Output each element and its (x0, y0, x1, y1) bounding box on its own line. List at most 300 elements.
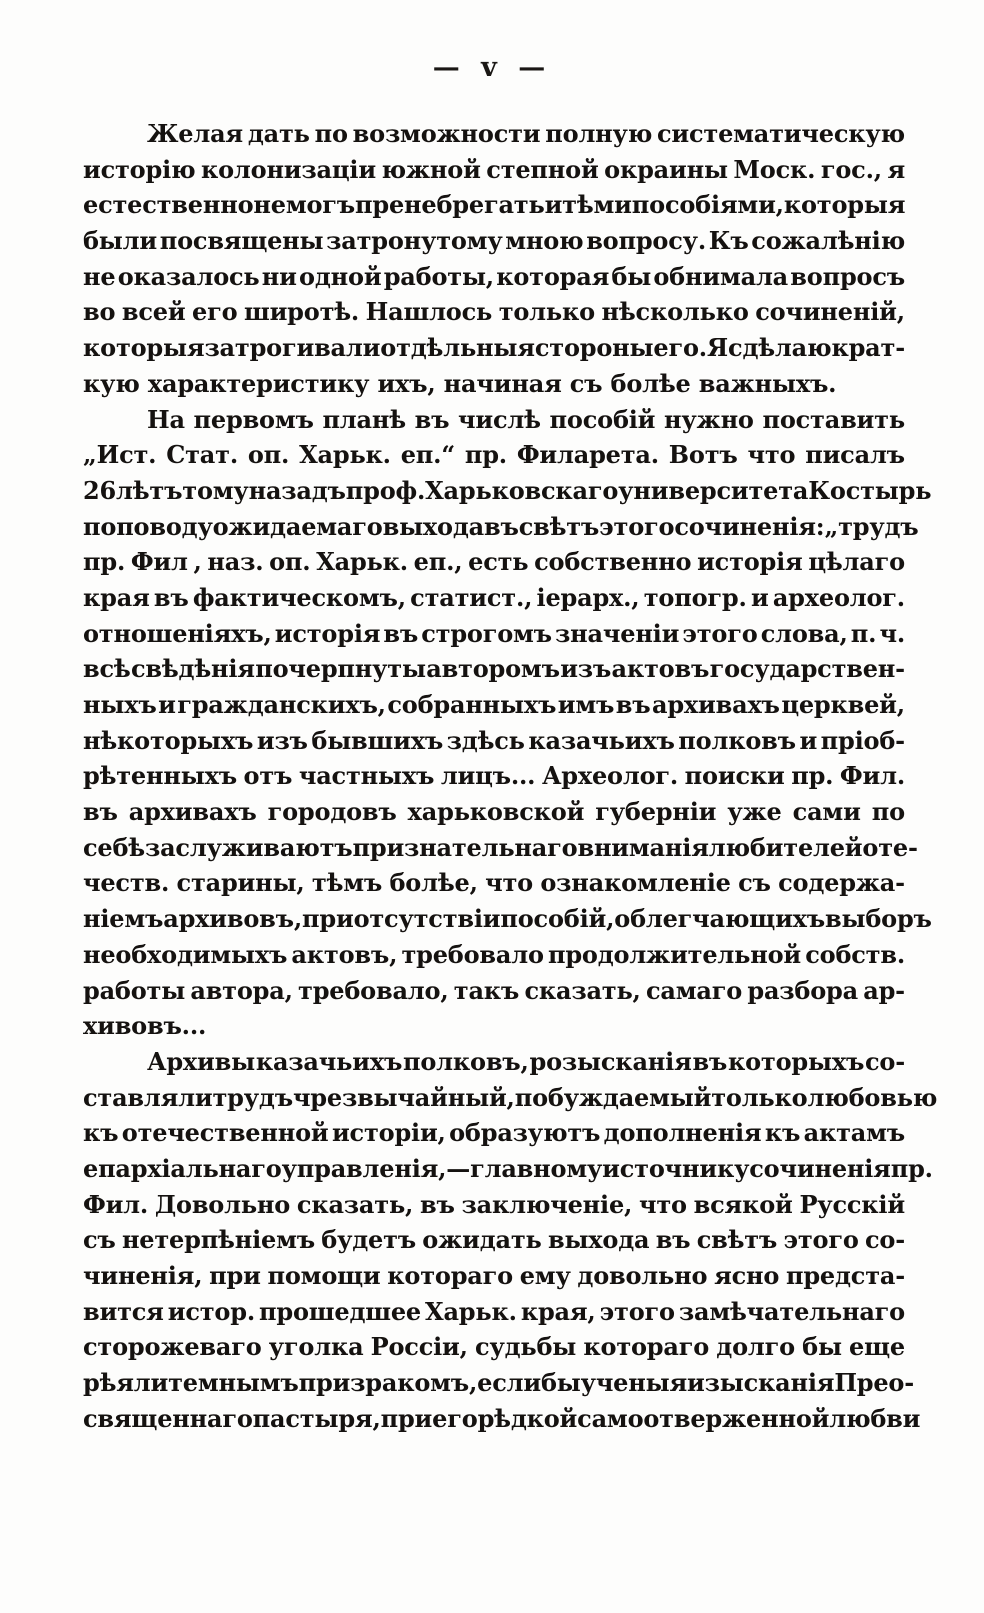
text-line (83, 509, 919, 545)
word: необходимыхъ (83, 939, 288, 969)
word: пособіями, (631, 190, 784, 220)
word: тѣмъ (311, 868, 383, 898)
word: только (711, 1082, 808, 1112)
word: которая (496, 261, 610, 291)
word: пр. (464, 440, 507, 470)
word: вниманія (577, 832, 709, 862)
word: сторожеваго (83, 1332, 262, 1362)
word: работы (83, 975, 186, 1005)
word: архивовъ, (163, 904, 302, 934)
word: и (544, 190, 563, 220)
word: частныхъ (298, 761, 435, 791)
word: что (747, 440, 796, 470)
word: признательнаго (352, 832, 578, 862)
text-line (83, 616, 905, 652)
word: края (83, 582, 150, 612)
word: актовъ (611, 654, 710, 684)
word: Нашлось (365, 297, 493, 327)
text-line (83, 758, 905, 794)
text-line (83, 1258, 905, 1294)
word: старины, (176, 868, 305, 898)
word: въ (153, 582, 189, 612)
word: фактическомъ, (192, 582, 406, 612)
word: которыхъ (727, 1046, 865, 1076)
word: полковъ, (403, 1046, 529, 1076)
word: Харьковскаго (425, 475, 619, 505)
word: изъ (256, 725, 308, 755)
word: цѣлаго (808, 547, 905, 577)
text-line (83, 187, 905, 223)
word: чрезвычайный, (292, 1082, 515, 1112)
word: этого (599, 1296, 675, 1326)
word: такъ (453, 975, 520, 1005)
word: ар- (863, 975, 905, 1005)
text-line (83, 294, 905, 330)
page-number: — v — (432, 52, 552, 83)
word: На (147, 404, 185, 434)
word: нѣсколько (601, 297, 749, 327)
word: археолог. (772, 582, 905, 612)
text-line (83, 794, 905, 830)
word: исторію (83, 154, 196, 184)
word: пособій (549, 404, 656, 434)
word: назадъ (248, 475, 346, 505)
word: ни (261, 261, 297, 291)
word: рѣдкой (477, 1403, 578, 1433)
word: Желая (147, 119, 243, 148)
word: планѣ (322, 404, 406, 434)
word: нѣкоторыхъ (83, 725, 254, 755)
word: казачьихъ (255, 1046, 403, 1076)
word: и (799, 725, 818, 755)
word: любовью (807, 1082, 938, 1112)
text-line (83, 1401, 921, 1437)
word: Харьк. (316, 547, 408, 577)
word: долго (716, 1332, 795, 1362)
word: продолжительной (547, 939, 802, 969)
word: Я (707, 333, 728, 363)
word: поиски (684, 761, 785, 791)
word: дать (247, 119, 310, 148)
word: въ (615, 690, 651, 719)
word: отечественной (121, 1118, 329, 1148)
word: призракомъ, (298, 1368, 478, 1398)
word: Россіи, (370, 1332, 468, 1362)
text-line (83, 1115, 905, 1151)
word: систематическую (656, 119, 905, 148)
word: степной (486, 154, 599, 184)
text-line (83, 259, 905, 295)
word: истор. (167, 1296, 255, 1326)
word: оп. (247, 440, 290, 470)
word: содержа- (778, 868, 905, 898)
word: 26 (83, 475, 116, 505)
word: источнику (602, 1153, 750, 1183)
word: университета (618, 475, 809, 505)
word: темнымъ (168, 1368, 299, 1398)
word: не (83, 261, 116, 291)
text-line (83, 116, 905, 152)
word: еп.“ (400, 440, 455, 470)
word: въ (414, 404, 450, 434)
word: пастыря, (252, 1403, 381, 1433)
word: этого (783, 1225, 859, 1255)
word: городовъ (267, 797, 397, 827)
word: пр. (83, 547, 126, 577)
word: здѣсь (446, 725, 525, 755)
word: по (314, 119, 348, 148)
word: только (498, 297, 595, 327)
word: затрогивали (204, 333, 381, 363)
word: архивахъ (128, 797, 257, 827)
word: были (83, 226, 157, 256)
word: управленія,—главному (281, 1153, 603, 1183)
word: въ (420, 1189, 455, 1219)
word: сказать, (296, 1189, 414, 1219)
word: всей (121, 297, 186, 327)
word: статист., (410, 582, 533, 612)
word: и (158, 690, 176, 719)
word: гражданскихъ, (177, 690, 386, 719)
word: ныхъ (83, 690, 157, 719)
word: сдѣлаю (728, 333, 832, 363)
word: уголка (268, 1332, 364, 1362)
paragraph (83, 116, 905, 402)
text-line: кую характеристику ихъ, начиная съ болѣе важныхъ. (83, 368, 837, 398)
word: полковъ (678, 725, 796, 755)
word: окраины (604, 154, 728, 184)
text-block (83, 116, 938, 1436)
word: будетъ (321, 1225, 416, 1255)
word: возможности (352, 119, 541, 148)
word: облегчающихъ (614, 904, 825, 934)
word: ніемъ (83, 904, 164, 934)
word: заключеніе, (461, 1189, 633, 1219)
word: Костырь (808, 475, 932, 505)
word: церквей, (781, 690, 905, 719)
text-line (83, 1151, 933, 1187)
word: имъ (557, 690, 615, 719)
word: ему (519, 1261, 571, 1290)
word: пренебрегать (355, 190, 545, 220)
word: одной (299, 261, 382, 291)
word: требовало (401, 939, 544, 969)
word: въ (383, 618, 419, 648)
word: есть (468, 547, 529, 577)
word: бы (540, 1368, 581, 1398)
word: пр. (791, 761, 834, 791)
word: нетерпѣніемъ (121, 1225, 315, 1255)
word: его (432, 1403, 478, 1433)
word: котораго (583, 1332, 710, 1362)
word: сочиненій, (755, 297, 905, 327)
word: широтѣ. (243, 297, 360, 327)
word: со- (864, 1225, 905, 1255)
word: выборъ (825, 904, 932, 934)
word: довольно (577, 1261, 708, 1290)
word: ученыя (580, 1368, 688, 1398)
word: собственно (534, 547, 692, 577)
text-line (83, 544, 905, 580)
text-line (83, 687, 905, 723)
word: чиненія, (83, 1261, 203, 1290)
word: при (302, 904, 354, 934)
text-line: хивовъ... (83, 1011, 207, 1041)
text-line (83, 1329, 905, 1365)
text-line (83, 402, 905, 438)
word: со- (865, 1046, 905, 1076)
word: болѣе, (389, 868, 478, 898)
text-line (83, 937, 905, 973)
word: себѣ (83, 832, 145, 862)
word: Археолог. (541, 761, 679, 791)
word: выхода (382, 511, 484, 541)
word: судьбы (475, 1332, 577, 1362)
word: сочиненія: (674, 511, 825, 541)
text-line (83, 1222, 905, 1258)
word: исторія (274, 618, 381, 648)
word: колонизаціи (200, 154, 376, 184)
word: стороны (534, 333, 654, 363)
word: затронутому (326, 226, 503, 256)
word: пособій, (500, 904, 615, 934)
word: при (380, 1403, 433, 1433)
text-line (83, 901, 932, 937)
word: Къ (708, 226, 749, 256)
text-line (83, 223, 905, 259)
word: въ (83, 797, 118, 827)
word: свѣтъ (696, 1225, 778, 1255)
word: актовъ, (291, 939, 398, 969)
word: поводу (116, 511, 213, 541)
word: оте- (862, 832, 918, 862)
word: слова, (760, 618, 848, 648)
text-line (83, 1294, 905, 1330)
word: бывшихъ (311, 725, 444, 755)
word: еще (849, 1332, 905, 1362)
word: его (192, 297, 238, 327)
word: собранныхъ (387, 690, 557, 719)
word: ставляли (83, 1082, 213, 1112)
word: проф. (345, 475, 426, 505)
word: ознакомленіе (540, 868, 731, 898)
word: еп., (413, 547, 463, 577)
word: гос., (820, 154, 882, 184)
word: работы, (383, 261, 494, 291)
word: которыя (83, 333, 205, 363)
word: Фил (130, 547, 188, 577)
word: наз. (207, 547, 264, 577)
word: Харьк. (299, 440, 391, 470)
word: крат- (831, 333, 905, 363)
word: „трудъ (824, 511, 919, 541)
word: самаго (646, 975, 743, 1005)
word: поставить (762, 404, 905, 434)
word: изысканія (687, 1368, 835, 1398)
word: тому (182, 475, 249, 505)
word: предста- (785, 1261, 905, 1290)
word: Прео- (834, 1368, 914, 1398)
word: если (477, 1368, 541, 1398)
word: побуждаемый (514, 1082, 712, 1112)
word: актамъ (803, 1118, 905, 1148)
word: Вотъ (668, 440, 738, 470)
word: Стат. (166, 440, 238, 470)
word: оп. (269, 547, 311, 577)
word: не (253, 190, 286, 220)
word: собств. (805, 939, 905, 969)
word: дополненія (603, 1118, 762, 1148)
text-line (83, 1080, 938, 1116)
word: отношеніяхъ, (83, 618, 272, 648)
word: розысканія (529, 1046, 692, 1076)
word: значеніи (555, 618, 680, 648)
word: архивахъ (651, 690, 780, 719)
word: разбора (747, 975, 858, 1005)
word: котораго (387, 1261, 513, 1290)
text-line (83, 437, 905, 473)
word: полную (545, 119, 653, 148)
word: въ (655, 1225, 691, 1255)
word: естественно (83, 190, 254, 220)
paragraph (83, 402, 932, 1044)
word: Филарета. (516, 440, 659, 470)
word: „Ист. (83, 440, 157, 470)
word: пріоб- (820, 725, 905, 755)
word: ч. (879, 618, 905, 648)
word: и (750, 582, 769, 612)
word: священнаго (83, 1403, 253, 1433)
word: государствен- (709, 654, 905, 684)
word: сами (792, 797, 861, 827)
word: въ (484, 511, 519, 541)
word: лицъ... (440, 761, 536, 791)
word: казачьихъ (528, 725, 675, 755)
word: съ (738, 868, 771, 898)
word: исторіи, (331, 1118, 446, 1148)
word: любви (829, 1403, 921, 1433)
word: я (887, 154, 905, 184)
word: отъ (243, 761, 293, 791)
word: съ (83, 1225, 116, 1255)
word: почерпнуты (255, 654, 426, 684)
word: посвящены (159, 226, 324, 256)
word: лѣтъ (116, 475, 183, 505)
word: что (639, 1189, 687, 1219)
word: которыя (783, 190, 906, 220)
word: Фил. (839, 761, 905, 791)
text-line (83, 723, 905, 759)
word: вится (83, 1296, 164, 1326)
word: ожидать (422, 1225, 542, 1255)
word: по (871, 797, 905, 827)
word: честв. (83, 868, 170, 898)
text-line (83, 473, 932, 509)
word: этого (682, 618, 758, 648)
word: сказать, (524, 975, 641, 1005)
word: Моск. (733, 154, 816, 184)
text-line (83, 1044, 905, 1080)
text-line (83, 1187, 905, 1223)
word: харьковской (407, 797, 585, 827)
word: тѣми (562, 190, 632, 220)
word: писалъ (805, 440, 905, 470)
word: Довольно (154, 1189, 291, 1219)
word: во (83, 297, 116, 327)
word: автора, (190, 975, 293, 1005)
word: рѣяли (83, 1368, 169, 1398)
word: нужно (664, 404, 754, 434)
word: въ (692, 1046, 728, 1076)
word: образуютъ (449, 1118, 601, 1148)
word: числѣ (458, 404, 541, 434)
word: этого (599, 511, 675, 541)
word: авторомъ (426, 654, 560, 684)
word: замѣчательнаго (678, 1296, 905, 1326)
word: вопросъ (790, 261, 905, 291)
word: къ (83, 1118, 119, 1148)
word: трудъ (212, 1082, 293, 1112)
word: къ (764, 1118, 801, 1148)
word: сожалѣнію (751, 226, 905, 256)
word: заслуживаютъ (144, 832, 353, 862)
word: свѣдѣнія (130, 654, 255, 684)
word: Архивы (147, 1046, 255, 1076)
text-line (83, 152, 905, 188)
text-line (83, 973, 905, 1009)
word: могъ (285, 190, 356, 220)
word: первомъ (193, 404, 314, 434)
word: уже (727, 797, 782, 827)
word: его. (653, 333, 707, 363)
text-line (83, 651, 905, 687)
word: изъ (560, 654, 612, 684)
word: всякой (693, 1189, 793, 1219)
text-line (83, 1365, 914, 1401)
word: губерніи (595, 797, 717, 827)
word: свѣтъ (518, 511, 600, 541)
word: мною (505, 226, 584, 256)
word: отсутствіи (353, 904, 501, 934)
word: п. (850, 618, 877, 648)
word: рѣтенныхъ (83, 761, 237, 791)
word: вопросу. (586, 226, 706, 256)
word: епархіальнаго (83, 1153, 282, 1183)
word: при (209, 1261, 261, 1290)
word: Фил. (83, 1189, 149, 1219)
word: что (485, 868, 533, 898)
word: бы (611, 261, 652, 291)
word: топогр. (643, 582, 747, 612)
word: выхода (547, 1225, 650, 1255)
word: требовало, (298, 975, 449, 1005)
word: отдѣльныя (380, 333, 535, 363)
word: строгомъ (421, 618, 552, 648)
word: южной (381, 154, 481, 184)
text-line (83, 580, 905, 616)
word: края, (520, 1296, 596, 1326)
text-line (83, 330, 905, 366)
word: прошедшее (259, 1296, 421, 1326)
word: всѣ (83, 654, 131, 684)
word: по (83, 511, 117, 541)
word: пр. (890, 1153, 933, 1183)
paragraph (83, 1044, 938, 1437)
word: , (193, 547, 202, 577)
word: ожидаемаго (212, 511, 383, 541)
word: іерарх., (536, 582, 640, 612)
text-line (83, 865, 905, 901)
